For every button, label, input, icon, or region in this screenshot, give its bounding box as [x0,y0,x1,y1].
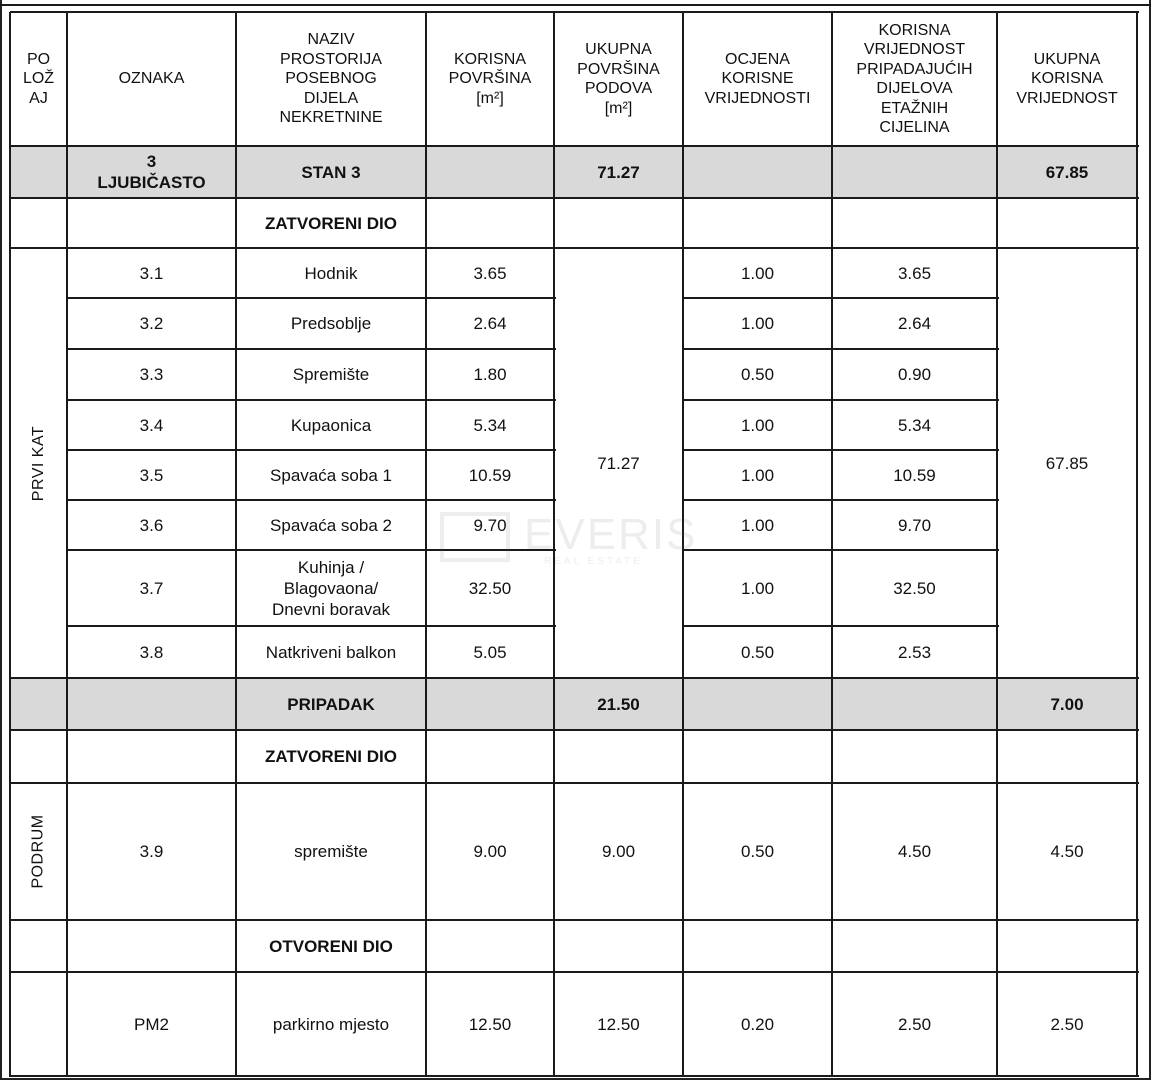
grid-line [10,919,1139,921]
grid-line [683,297,999,299]
grid-line [235,12,237,1077]
parking-ukupna-vrijednost [997,972,1137,1076]
row-korisna-vrijednost-text: 32.50 [893,578,936,598]
row-naziv [236,500,426,550]
row-korisna-povrsina [426,298,554,349]
header-col-naziv-text: NAZIV PROSTORIJA POSEBNOG DIJELA NEKRETNINE [279,31,383,127]
podrum-vrijednost [832,783,997,920]
header-col-ukupna-vrijednost [997,12,1137,146]
row-korisna-vrijednost-text: 5.34 [897,415,932,435]
podrum-ukupna-povrsina [554,783,683,920]
row-naziv [236,248,426,298]
row-korisna-vrijednost [832,550,997,626]
prvi-kat-ukupna-povrsina [554,248,683,678]
row-korisna-vrijednost-text: 10.59 [893,465,936,485]
grid-line [67,499,556,501]
section-zatvoreni-dio-text: ZATVORENI DIO [265,213,397,233]
header-col-ukupna-povrsina-text: UKUPNA POVRŠINA PODOVA [m²] [577,41,660,117]
row-naziv [236,298,426,349]
grid-line [10,971,1139,973]
grid-line [10,782,1139,784]
podrum-naziv-text: spremište [294,842,368,861]
stan-naziv-text: STAN 3 [301,162,361,182]
row-oznaka-text: 3.5 [139,465,164,485]
row-naziv [236,400,426,450]
row-korisna-povrsina [426,450,554,500]
row-ocjena-text: 1.00 [740,578,775,598]
parking-oznaka [67,972,236,1076]
pripadak-naziv [236,678,426,730]
grid-line [831,12,833,1077]
row-oznaka-text: 3.7 [139,578,164,598]
pripadak-ukupna-vrijednost [997,678,1137,730]
row-oznaka-text: 3.4 [139,415,164,435]
pripadak-ukupna-povrsina [554,678,683,730]
stan-ukupna-vrijednost [997,146,1137,198]
podrum-naziv [236,783,426,920]
parking-ukupna-vrijednost-text: 2.50 [1050,1014,1084,1034]
header-col-korisna [426,12,554,146]
row-oznaka-text: 3.1 [139,263,164,283]
row-korisna-vrijednost [832,500,997,550]
row-korisna-vrijednost [832,298,997,349]
row-korisna-povrsina [426,550,554,626]
row-korisna-povrsina-text: 1.80 [473,365,507,384]
stan-ukupna-povrsina-text: 71.27 [597,162,640,182]
stan-ukupna-vrijednost-text: 67.85 [1045,162,1089,182]
grid-line [683,549,999,551]
grid-line [683,348,999,350]
parking-korisna-text: 12.50 [468,1014,512,1034]
row-ocjena [683,626,832,678]
row-oznaka-text: 3.8 [139,642,164,662]
watermark-text: EVERIS [524,510,698,559]
row-naziv-text: Spremište [292,365,370,384]
row-oznaka [67,298,236,349]
pripadak-naziv-text: PRIPADAK [287,694,375,714]
grid-line [683,625,999,627]
row-korisna-povrsina-text: 5.34 [473,415,507,435]
watermark-subtext: REAL ESTATE [544,556,643,567]
parking-ukupna-povrsina [554,972,683,1076]
row-korisna-vrijednost [832,626,997,678]
row-ocjena-text: 0.50 [740,365,775,384]
podrum-korisna [426,783,554,920]
prvi-kat-ukupna-vrijednost-text: 67.85 [1045,453,1089,473]
grid-line [67,399,556,401]
row-korisna-vrijednost-text: 9.70 [897,515,932,535]
podrum-oznaka [67,783,236,920]
table-border-bottom [10,1075,1139,1077]
row-naziv [236,450,426,500]
grid-line [10,247,1139,249]
pripadak-ukupna-povrsina-text: 21.50 [597,694,640,714]
row-naziv [236,626,426,678]
row-oznaka [67,349,236,400]
row-korisna-povrsina [426,400,554,450]
row-korisna-vrijednost [832,248,997,298]
row-ocjena-text: 1.00 [740,263,775,283]
header-col-korisna-vrijednost-text: KORISNA VRIJEDNOST PRIPADAJUĆIH DIJELOVA ETAŽNIH CIJELINA [856,21,973,136]
row-korisna-povrsina [426,248,554,298]
parking-ocjena-text: 0.20 [740,1014,775,1034]
page-border-left [0,0,2,1080]
row-korisna-povrsina-text: 2.64 [473,314,507,333]
section-zatvoreni-dio-2-text: ZATVORENI DIO [265,747,397,766]
row-korisna-povrsina-text: 5.05 [473,642,507,662]
prvi-kat-ukupna-povrsina-text: 71.27 [597,453,640,473]
section-otvoreni-dio [236,920,426,972]
section-zatvoreni-dio [236,198,426,248]
row-korisna-vrijednost-text: 2.53 [897,642,932,662]
row-naziv [236,349,426,400]
grid-line [66,12,68,1077]
row-korisna-povrsina [426,349,554,400]
grid-line [683,499,999,501]
row-korisna-povrsina [426,626,554,678]
grid-line [996,12,998,1077]
polozaj-podrum [10,783,67,920]
row-oznaka-text: 3.3 [139,365,164,384]
row-korisna-vrijednost-text: 2.64 [897,314,932,333]
grid-line [553,12,555,1077]
grid-line [425,12,427,1077]
row-oznaka [67,248,236,298]
row-korisna-povrsina-text: 32.50 [468,578,512,598]
row-ocjena [683,450,832,500]
header-col-naziv [236,12,426,146]
section-zatvoreni-dio-2 [236,730,426,783]
grid-line [67,348,556,350]
row-korisna-vrijednost-text: 3.65 [897,263,932,283]
stan-naziv [236,146,426,198]
parking-ocjena [683,972,832,1076]
row-ocjena-text: 1.00 [740,415,775,435]
row-ocjena [683,400,832,450]
podrum-oznaka-text: 3.9 [139,842,164,861]
row-korisna-vrijednost [832,450,997,500]
grid-line [10,145,1139,147]
header-col-oznaka-text: OZNAKA [118,70,185,88]
row-oznaka-text: 3.6 [139,515,164,535]
row-oznaka [67,450,236,500]
row-korisna-vrijednost-text: 0.90 [897,365,932,384]
polozaj-prvi-kat [10,248,67,678]
row-korisna-vrijednost [832,349,997,400]
grid-line [10,729,1139,731]
row-naziv-text: Kuhinja / Blagovaona/ Dnevni boravak [271,557,391,619]
stan-ukupna-povrsina [554,146,683,198]
header-col-korisna-vrijednost [832,12,997,146]
podrum-ocjena-text: 0.50 [740,842,775,861]
grid-line [9,12,11,1077]
polozaj-podrum-text: PODRUM [30,814,48,889]
section-otvoreni-dio-text: OTVORENI DIO [269,936,393,956]
podrum-ukupna-povrsina-text: 9.00 [601,842,636,861]
parking-korisna [426,972,554,1076]
stan-oznaka-text: 3 LJUBIČASTO [97,152,206,192]
row-oznaka-text: 3.2 [139,314,164,333]
row-oznaka [67,550,236,626]
header-col-ocjena-text: OCJENA KORISNE VRIJEDNOSTI [704,50,811,107]
page-border-top [0,4,1151,6]
row-naziv-text: Natkriveni balkon [265,642,397,662]
row-ocjena-text: 1.00 [740,314,775,333]
row-naziv-text: Spavaća soba 2 [270,515,392,535]
grid-line [683,399,999,401]
grid-line [67,297,556,299]
parking-vrijednost [832,972,997,1076]
row-naziv [236,550,426,626]
row-oznaka [67,400,236,450]
grid-line [67,625,556,627]
header-col-korisna-text: KORISNA POVRŠINA [m²] [448,50,532,107]
row-ocjena [683,349,832,400]
header-col-oznaka [67,12,236,146]
podrum-ocjena [683,783,832,920]
podrum-ukupna-vrijednost-text: 4.50 [1050,842,1084,861]
grid-line [683,449,999,451]
grid-line [682,12,684,1077]
row-korisna-vrijednost [832,400,997,450]
header-col-polozaj [10,12,67,146]
stan-oznaka [67,146,236,198]
podrum-korisna-text: 9.00 [473,842,507,861]
header-col-ocjena [683,12,832,146]
grid-line [67,449,556,451]
row-korisna-povrsina-text: 3.65 [473,263,507,283]
row-ocjena-text: 1.00 [740,465,775,485]
row-ocjena [683,298,832,349]
row-naziv-text: Kupaonica [290,415,372,435]
grid-line [10,677,1139,679]
parking-naziv-text: parkirno mjesto [272,1014,390,1034]
row-oznaka [67,626,236,678]
row-ocjena-text: 1.00 [740,515,775,535]
podrum-ukupna-vrijednost [997,783,1137,920]
grid-line [1136,12,1138,1077]
header-col-polozaj-text: PO LOŽ AJ [22,50,55,107]
grid-line [10,197,1139,199]
row-ocjena [683,248,832,298]
header-col-ukupna-povrsina [554,12,683,146]
podrum-vrijednost-text: 4.50 [897,842,932,861]
pripadak-ukupna-vrijednost-text: 7.00 [1050,694,1084,714]
row-oznaka [67,500,236,550]
row-ocjena-text: 0.50 [740,642,775,662]
row-naziv-text: Predsoblje [290,314,372,333]
row-korisna-povrsina [426,500,554,550]
parking-ukupna-povrsina-text: 12.50 [597,1014,640,1034]
row-korisna-povrsina-text: 9.70 [473,515,507,535]
row-ocjena [683,550,832,626]
polozaj-prvi-kat-text: PRVI KAT [30,425,47,501]
parking-vrijednost-text: 2.50 [897,1014,932,1034]
grid-line [67,549,556,551]
parking-oznaka-text: PM2 [134,1014,169,1034]
row-korisna-povrsina-text: 10.59 [468,465,512,485]
table-border-top [10,11,1139,13]
prvi-kat-ukupna-vrijednost [997,248,1137,678]
header-col-ukupna-vrijednost-text: UKUPNA KORISNA VRIJEDNOST [1016,50,1118,107]
parking-naziv [236,972,426,1076]
row-ocjena [683,500,832,550]
row-naziv-text: Hodnik [304,263,358,283]
row-naziv-text: Spavaća soba 1 [270,465,392,485]
